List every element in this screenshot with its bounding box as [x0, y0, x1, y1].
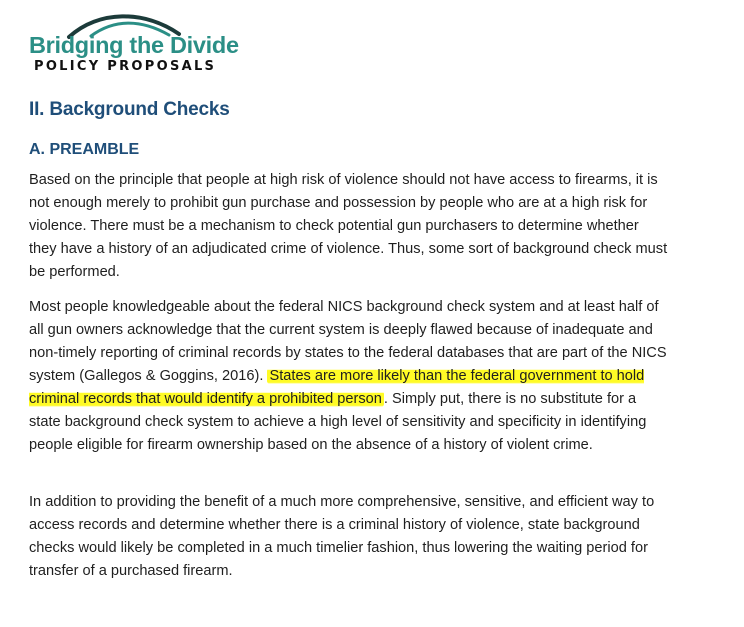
section-title: II. Background Checks	[29, 99, 230, 120]
paragraph-2-text-after: . Simply put, there is no substitute for a state background check system to achieve a high level of sensitivity and specificity in identifying people eligible for firearm ownership based on the absence of a history of violent crime.	[29, 391, 647, 453]
subsection-title: A. PREAMBLE	[29, 141, 140, 158]
logo-subtitle: POLICY PROPOSALS	[34, 59, 217, 74]
logo-title: Bridging the Divide	[29, 32, 239, 58]
paragraph-preamble-3: In addition to providing the benefit of a much more comprehensive, sensitive, and efficient way to access records and determine whether there is a criminal history of violence, state background checks would likely be completed in a much timelier fashion, thus lowering the waiting period for transfer of a purchased firearm.	[29, 494, 655, 579]
highlighted-text: States are more likely than the federal government to hold criminal records that would identify a prohibited person	[29, 368, 645, 407]
paragraph-preamble-1: Based on the principle that people at high risk of violence should not have access to firearms, it is not enough merely to prohibit gun purchase and possession by people who are at a high risk for violence. There must be a mechanism to check potential gun purchasers to determine whether they have a history of an adjudicated crime of violence. Thus, some sort of background check must be performed.	[29, 172, 668, 280]
paragraph-2-text-before: Most people knowledgeable about the federal NICS background check system and at least half of all gun owners acknowledge that the current system is deeply flawed because of inadequate and non-timely reporting of criminal records by states to the federal databases that are part of the NICS system (Gallegos & Goggins, 2016).	[29, 299, 667, 384]
bridging-the-divide-logo	[29, 10, 239, 76]
paragraph-preamble-2	[29, 296, 669, 457]
